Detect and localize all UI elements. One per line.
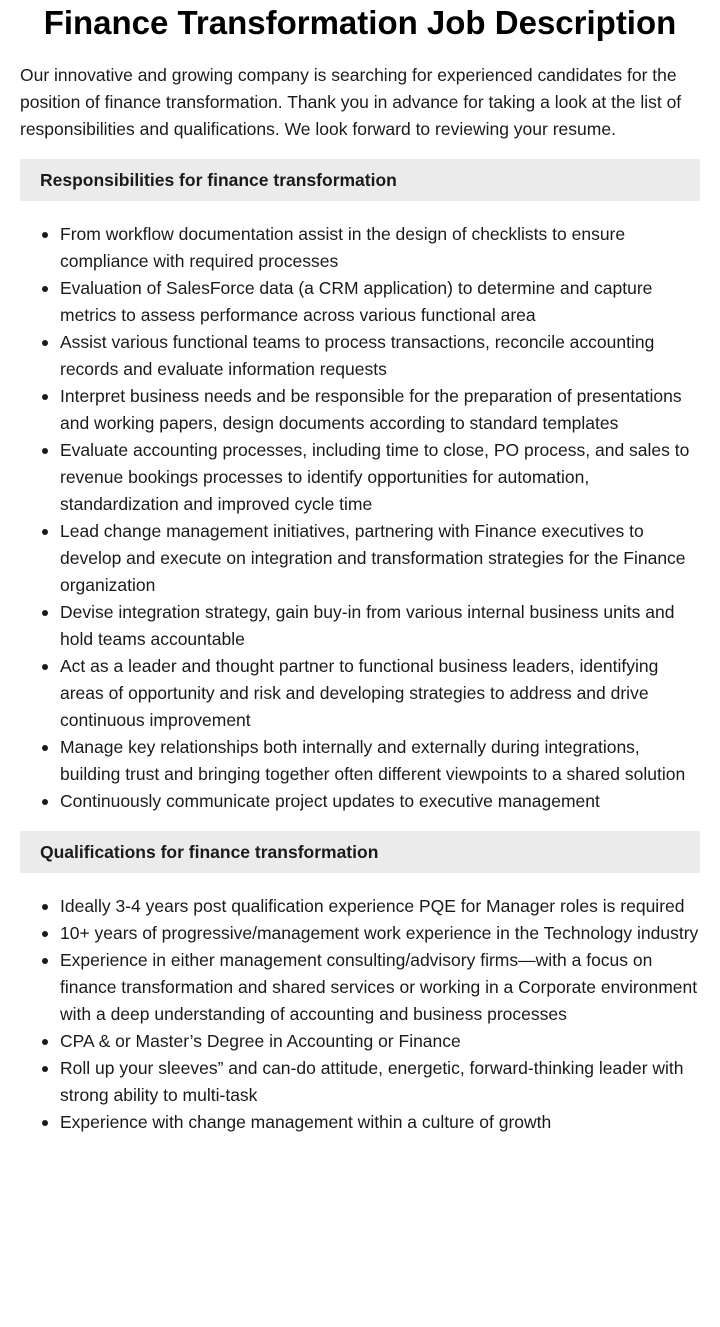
qualifications-list: [20, 893, 700, 1136]
responsibilities-list: [20, 221, 700, 815]
list-item: [20, 221, 700, 275]
list-item-text: Evaluation of SalesForce data (a CRM application) to determine and capture metrics to assess performance across various functional area: [60, 278, 653, 325]
bullet-icon: [42, 745, 48, 751]
list-item-text: Devise integration strategy, gain buy-in from various internal business units and hold teams accountable: [60, 602, 675, 649]
list-item: [20, 893, 700, 920]
bullet-icon: [42, 799, 48, 805]
bullet-icon: [42, 394, 48, 400]
list-item: [20, 1109, 700, 1136]
list-item: [20, 518, 700, 599]
list-item: [20, 920, 700, 947]
bullet-icon: [42, 529, 48, 535]
bullet-icon: [42, 664, 48, 670]
list-item: [20, 599, 700, 653]
list-item: [20, 1055, 700, 1109]
list-item-text: Experience with change management within a culture of growth: [60, 1112, 552, 1132]
list-item-text: Ideally 3-4 years post qualification experience PQE for Manager roles is required: [60, 896, 685, 916]
list-item: [20, 653, 700, 734]
list-item-text: 10+ years of progressive/management work experience in the Technology industry: [60, 923, 699, 943]
bullet-icon: [42, 610, 48, 616]
bullet-icon: [42, 232, 48, 238]
list-item-text: Interpret business needs and be responsible for the preparation of presentations and working papers, design documents according to standard templates: [60, 386, 682, 433]
list-item-text: Continuously communicate project updates to executive management: [60, 791, 600, 811]
list-item: [20, 437, 700, 518]
list-item-text: Lead change management initiatives, partnering with Finance executives to develop and execute on integration and transformation strategies for the Finance organization: [60, 521, 686, 595]
bullet-icon: [42, 1039, 48, 1045]
page-title: Finance Transformation Job Description: [43, 4, 677, 41]
bullet-icon: [42, 904, 48, 910]
bullet-icon: [42, 448, 48, 454]
list-item: [20, 275, 700, 329]
qualifications-heading: Qualifications for finance transformation: [20, 831, 700, 873]
bullet-icon: [42, 1120, 48, 1126]
list-item: [20, 329, 700, 383]
list-item-text: Assist various functional teams to process transactions, reconcile accounting records and evaluate information requests: [60, 332, 655, 379]
list-item-text: From workflow documentation assist in the design of checklists to ensure compliance with required processes: [60, 224, 626, 271]
list-item: [20, 734, 700, 788]
list-item-text: Act as a leader and thought partner to functional business leaders, identifying areas of opportunity and risk and developing strategies to address and drive continuous improvement: [60, 656, 659, 730]
list-item-text: Manage key relationships both internally and externally during integrations, building trust and bringing together often different viewpoints to a shared solution: [60, 737, 686, 784]
bullet-icon: [42, 286, 48, 292]
list-item: [20, 1028, 700, 1055]
list-item-text: Evaluate accounting processes, including time to close, PO process, and sales to revenue bookings processes to identify opportunities for automation, standardization and improved cycle time: [60, 440, 690, 514]
bullet-icon: [42, 340, 48, 346]
bullet-icon: [42, 958, 48, 964]
responsibilities-heading: Responsibilities for finance transformation: [20, 159, 700, 201]
list-item-text: Experience in either management consulting/advisory firms—with a focus on finance transformation and shared services or working in a Corporate environment with a deep understanding of accounting and business processes: [60, 950, 698, 1024]
list-item: [20, 788, 700, 815]
intro-paragraph: Our innovative and growing company is searching for experienced candidates for the position of finance transformation. Thank you in advance for taking a look at the list of responsibilities and qualifications. We look forward to reviewing your resume.: [20, 65, 682, 139]
bullet-icon: [42, 1066, 48, 1072]
list-item-text: CPA & or Master’s Degree in Accounting or Finance: [60, 1031, 461, 1051]
list-item-text: Roll up your sleeves” and can-do attitude, energetic, forward-thinking leader with strong ability to multi-task: [60, 1058, 684, 1105]
list-item: [20, 383, 700, 437]
list-item: [20, 947, 700, 1028]
bullet-icon: [42, 931, 48, 937]
